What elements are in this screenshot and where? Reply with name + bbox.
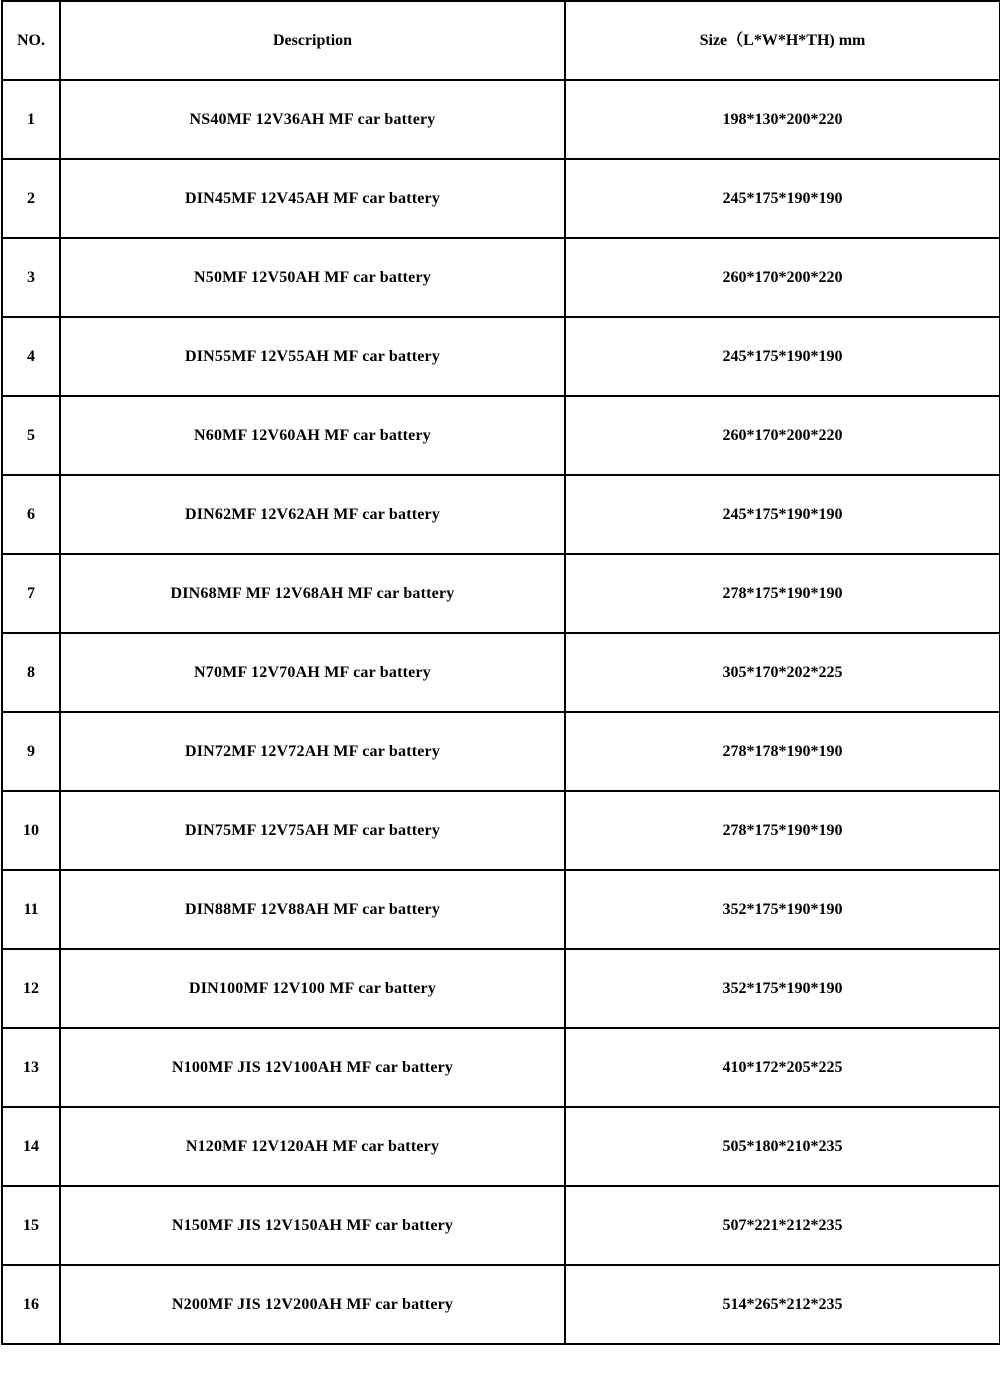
table-row [2, 1265, 1000, 1344]
table-row [2, 159, 1000, 238]
table-row [2, 791, 1000, 870]
table-row [2, 317, 1000, 396]
row-no-cell: 10 [2, 791, 60, 870]
row-no-cell: 12 [2, 949, 60, 1028]
row-description-cell: DIN68MF MF 12V68AH MF car battery [60, 554, 565, 633]
battery-spec-table [1, 0, 1000, 1345]
row-size-cell: 305*170*202*225 [565, 633, 1000, 712]
row-no-cell: 8 [2, 633, 60, 712]
row-description-cell: DIN100MF 12V100 MF car battery [60, 949, 565, 1028]
table-row [2, 1107, 1000, 1186]
row-no-cell: 5 [2, 396, 60, 475]
row-size-cell: 278*175*190*190 [565, 791, 1000, 870]
table-row [2, 238, 1000, 317]
row-description-cell: N50MF 12V50AH MF car battery [60, 238, 565, 317]
row-no-cell: 6 [2, 475, 60, 554]
row-no-cell: 1 [2, 80, 60, 159]
table-row [2, 80, 1000, 159]
row-description-cell: N200MF JIS 12V200AH MF car battery [60, 1265, 565, 1344]
row-size-cell: 352*175*190*190 [565, 870, 1000, 949]
row-description-cell: N100MF JIS 12V100AH MF car battery [60, 1028, 565, 1107]
row-description-cell: DIN72MF 12V72AH MF car battery [60, 712, 565, 791]
row-size-cell: 278*178*190*190 [565, 712, 1000, 791]
row-no-cell: 13 [2, 1028, 60, 1107]
header-description: Description [60, 1, 565, 80]
table-row [2, 1028, 1000, 1107]
row-no-cell: 3 [2, 238, 60, 317]
row-description-cell: N60MF 12V60AH MF car battery [60, 396, 565, 475]
table-row [2, 1186, 1000, 1265]
row-no-cell: 11 [2, 870, 60, 949]
row-size-cell: 514*265*212*235 [565, 1265, 1000, 1344]
table-header-row [2, 1, 1000, 80]
row-size-cell: 278*175*190*190 [565, 554, 1000, 633]
table-row [2, 396, 1000, 475]
row-no-cell: 16 [2, 1265, 60, 1344]
header-no: NO. [2, 1, 60, 80]
row-description-cell: N70MF 12V70AH MF car battery [60, 633, 565, 712]
table-row [2, 712, 1000, 791]
row-description-cell: DIN75MF 12V75AH MF car battery [60, 791, 565, 870]
row-description-cell: N150MF JIS 12V150AH MF car battery [60, 1186, 565, 1265]
row-no-cell: 9 [2, 712, 60, 791]
row-size-cell: 505*180*210*235 [565, 1107, 1000, 1186]
row-no-cell: 15 [2, 1186, 60, 1265]
table-row [2, 870, 1000, 949]
row-size-cell: 245*175*190*190 [565, 159, 1000, 238]
row-size-cell: 245*175*190*190 [565, 317, 1000, 396]
row-size-cell: 260*170*200*220 [565, 238, 1000, 317]
row-size-cell: 410*172*205*225 [565, 1028, 1000, 1107]
row-size-cell: 352*175*190*190 [565, 949, 1000, 1028]
table-row [2, 554, 1000, 633]
row-description-cell: DIN88MF 12V88AH MF car battery [60, 870, 565, 949]
row-size-cell: 507*221*212*235 [565, 1186, 1000, 1265]
row-no-cell: 4 [2, 317, 60, 396]
row-no-cell: 14 [2, 1107, 60, 1186]
row-description-cell: DIN62MF 12V62AH MF car battery [60, 475, 565, 554]
row-description-cell: DIN45MF 12V45AH MF car battery [60, 159, 565, 238]
table-row [2, 949, 1000, 1028]
row-description-cell: DIN55MF 12V55AH MF car battery [60, 317, 565, 396]
row-size-cell: 198*130*200*220 [565, 80, 1000, 159]
row-no-cell: 7 [2, 554, 60, 633]
table-row [2, 475, 1000, 554]
row-description-cell: NS40MF 12V36AH MF car battery [60, 80, 565, 159]
row-description-cell: N120MF 12V120AH MF car battery [60, 1107, 565, 1186]
row-size-cell: 260*170*200*220 [565, 396, 1000, 475]
table-row [2, 633, 1000, 712]
row-no-cell: 2 [2, 159, 60, 238]
header-size: Size（L*W*H*TH) mm [565, 1, 1000, 80]
row-size-cell: 245*175*190*190 [565, 475, 1000, 554]
